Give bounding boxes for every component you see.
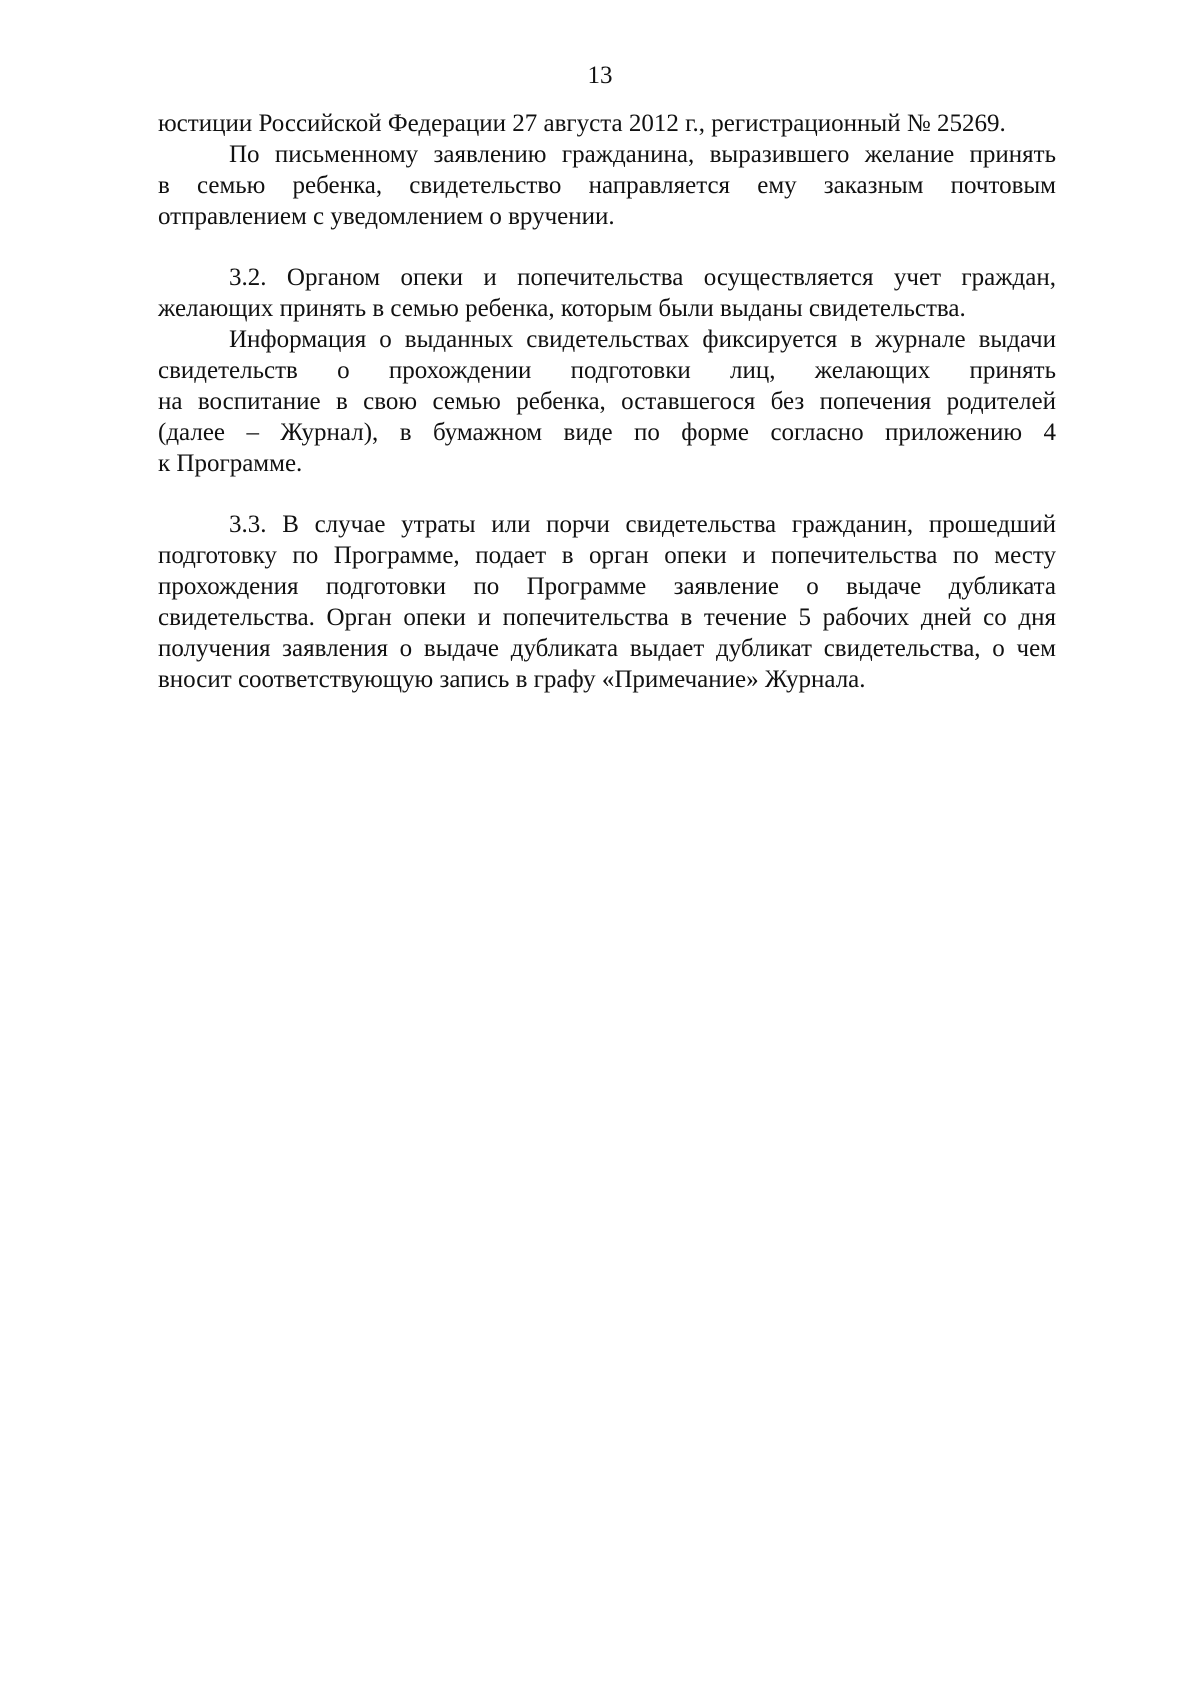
page-number: 13 (587, 62, 613, 89)
document-body (158, 108, 1056, 695)
paragraph (158, 108, 1056, 139)
text-line: 3.2. Органом опеки и попечительства осуществляется учет граждан, (229, 264, 1056, 291)
text-line: вносит соответствующую запись в графу «Примечание» Журнала. (158, 666, 866, 693)
paragraph-spacer (158, 479, 1056, 509)
text-line: в семью ребенка, свидетельство направляется ему заказным почтовым (158, 172, 1056, 199)
paragraph (158, 262, 1056, 324)
text-line: желающих принять в семью ребенка, которым были выданы свидетельства. (158, 295, 966, 322)
text-line: 3.3. В случае утраты или порчи свидетельства гражданин, прошедший (229, 511, 1056, 538)
paragraph (158, 139, 1056, 232)
text-line: к Программе. (158, 450, 303, 477)
paragraph-spacer (158, 232, 1056, 262)
text-line: получения заявления о выдаче дубликата выдает дубликат свидетельства, о чем (158, 635, 1056, 662)
text-line: свидетельства. Орган опеки и попечительства в течение 5 рабочих дней со дня (158, 604, 1056, 631)
text-line: подготовку по Программе, подает в орган опеки и попечительства по месту (158, 542, 1056, 569)
paragraph (158, 509, 1056, 695)
text-line: Информация о выданных свидетельствах фиксируется в журнале выдачи (229, 326, 1056, 353)
paragraph (158, 324, 1056, 479)
text-line: (далее – Журнал), в бумажном виде по форме согласно приложению 4 (158, 419, 1056, 446)
text-line: на воспитание в свою семью ребенка, оставшегося без попечения родителей (158, 388, 1056, 415)
text-line: юстиции Российской Федерации 27 августа 2012 г., регистрационный № 25269. (158, 110, 1006, 137)
text-line: По письменному заявлению гражданина, выразившего желание принять (229, 141, 1056, 168)
text-line: свидетельств о прохождении подготовки лиц, желающих принять (158, 357, 1056, 384)
text-line: прохождения подготовки по Программе заявление о выдаче дубликата (158, 573, 1056, 600)
text-line: отправлением с уведомлением о вручении. (158, 203, 615, 230)
